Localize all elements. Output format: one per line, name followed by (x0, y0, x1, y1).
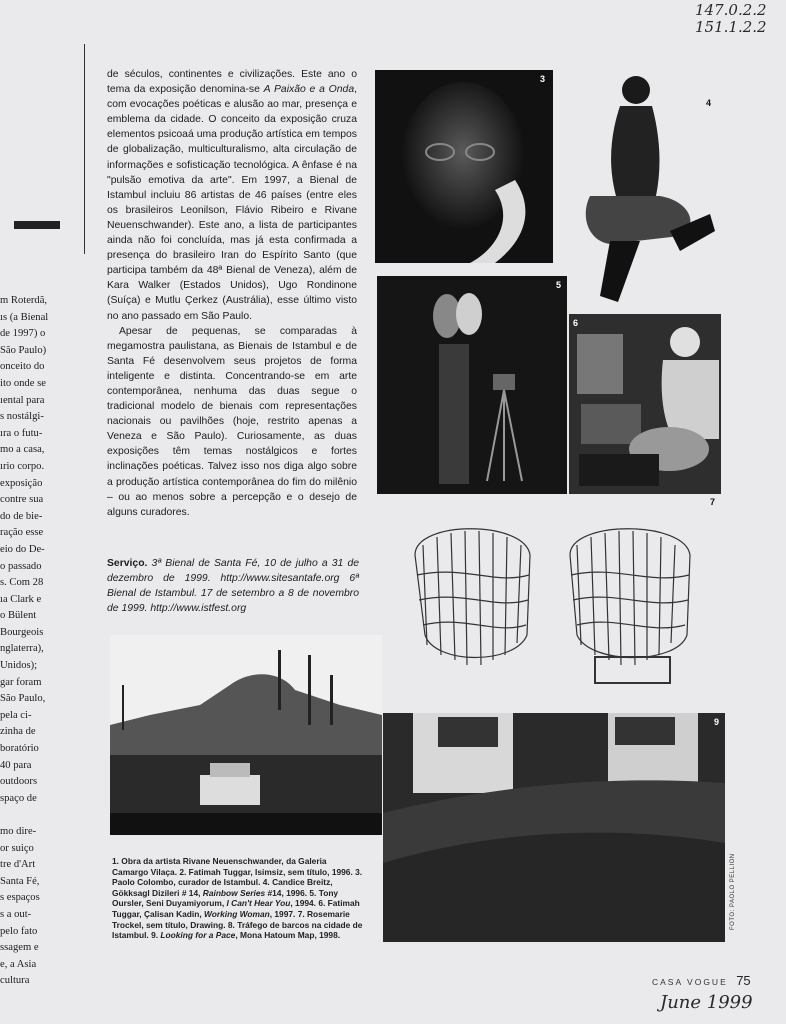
photo-working-woman (569, 314, 721, 494)
left-column-line: boratório (0, 743, 39, 755)
footer (652, 972, 751, 990)
photo-figure-boots (570, 66, 720, 312)
left-column-line: contre sua (0, 494, 44, 506)
left-column-line: exposição (0, 477, 43, 489)
left-column-line: mo a casa, (0, 444, 45, 456)
figure-illustration (570, 66, 720, 312)
text-run: #14, 1996. 5. Tony Oursler, Seni Duyamiyorum, (112, 887, 339, 909)
portrait-illustration (375, 70, 553, 263)
text-run: de séculos, continentes e civilizações. Este ano o tema da exposição denomina-se (107, 69, 357, 96)
italic-run: Looking for a Pace (160, 930, 236, 941)
left-column-line: mo dire- (0, 826, 37, 837)
left-column-line: pela ci- (0, 709, 32, 721)
left-margin-mark (14, 221, 60, 229)
left-column-line: eio do De- (0, 543, 45, 555)
left-column-line: cultura (0, 975, 30, 987)
text-run: , 1997. 7. Rosemarie Trockel, sem título, Drawing. 8. Tráfego de barcos na cidade de Istambul. 9. (112, 908, 363, 941)
left-column-line: gar foram (0, 676, 42, 688)
handwritten-code-1: 147.0.2.2 (695, 1, 767, 19)
photo-number-6: 6 (573, 318, 579, 328)
italic-run: A Paixão e a Onda (263, 84, 355, 96)
page-number: 75 (736, 973, 751, 988)
photo-curator-portrait (375, 70, 553, 263)
left-column-line: pelo fato (0, 925, 38, 937)
italic-run: I Can't Hear You (226, 898, 291, 909)
left-column-line: ıa Clark e (0, 593, 42, 605)
photo-caption (112, 856, 365, 941)
drawings-illustration (405, 515, 705, 695)
working-woman-illustration (569, 314, 721, 494)
left-column-line: s espaços (0, 892, 40, 904)
left-column-line: ıs (a Bienal (0, 311, 49, 323)
text-run: , 1994. 6. Fatimah Tuggar, Çalisan Kadin, (112, 898, 360, 919)
italic-run: Rainbow Series (202, 887, 266, 898)
left-column-line: tre d'Art (0, 859, 36, 871)
article-paragraph-2: Apesar de pequenas, se comparadas à megamostra paulistana, as Bienais de Istambul e de Santa Fé desenvolvem seus projetos de forma inteligente e distinta. Concentrando-se em arte contemporânea, nenhuma das duas segue o tradicional modelo de bienais com representações nacionais ou pavilhões (hoje, restrito apenas a Veneza e São Paulo). Curiosamente, as duas exposições têm temas nostálgicos e fortes inclinações poéticas. Talvez isso nos diga algo sobre a produção artística contemporânea do fim do milênio – ou ao menos sobre a percepção e o desejo de alguns curadores. (107, 325, 357, 518)
photo-number-3: 3 (539, 74, 545, 84)
left-column-divider (84, 44, 85, 254)
left-column-line: Unidos); (0, 660, 38, 672)
photo-number-9: 9 (713, 717, 719, 727)
handwritten-code-2: 151.1.2.2 (695, 18, 767, 36)
photo-number-4: 4 (706, 98, 712, 108)
left-column-line: Bourgeois (0, 626, 44, 638)
photo-credit: FOTO: PAOLO PELLION (730, 853, 736, 930)
left-column-line (0, 807, 66, 824)
photo-number-7: 7 (710, 497, 716, 507)
text-run: 1. Obra da artista Rivane Neuenschwander, da Galeria Camargo Vilaça. 2. Fatimah Tuggar, Isimsiz, sem título, 1996. 3. Paolo Colombo, curador de Istambul. 4. Candice Breitz, Gökksagl Dizileri # 14, (112, 856, 363, 898)
left-column-line: outdoors (0, 776, 38, 788)
left-column-line: ssagem e (0, 942, 39, 954)
installation-illustration (377, 276, 567, 494)
photo-drawings (405, 515, 705, 695)
handwritten-date: June 1999 (660, 992, 753, 1013)
left-column-line: or suiço (0, 842, 34, 854)
text-run: , Mona Hatoum Map, 1998. (235, 930, 341, 941)
magazine-name: CASA VOGUE (652, 977, 728, 987)
left-column-line: ito onde se (0, 377, 46, 389)
left-column-line: nglaterra), (0, 643, 44, 655)
photo-installation (377, 276, 567, 494)
left-column-line: s nostálgi- (0, 411, 44, 423)
left-column-line: ıental para (0, 394, 45, 406)
left-column-line: Santa Fé, (0, 875, 40, 887)
left-column-line: m Roterdã, (0, 295, 48, 306)
left-column-line: São Paulo) (0, 344, 47, 356)
service-info (107, 556, 359, 616)
istanbul-illustration (110, 635, 382, 835)
text-run: , com evocações poéticas e alusão ao mar, presença e emblema da cidade. O conceito da exposição cruza elementos psicoaá uma produção artística em tempos de globalização, multiculturalismo, alta circulação de informações e sofisticação tecnológica. A ênfase é na "pulsão emotiva da arte". Em 1997, a Bienal de Istambul incluiu 86 artistas de 46 países (entre eles os brasileiros Leonilson, Flávio Ribeiro e Rivane Neuenschwander). Este ano, a lista de participantes ainda não foi concluída, mas já esta confirmada a presença do brasileiro Iran do Espírito Santo (que participa também da 48ª Bienal de Veneza), além de Kara Walker (Estados Unidos), Ugo Rondinone (Suíça) e Mutlu Çerkez (Austrália), esse último visto no ano passado em São Paulo. (107, 84, 357, 322)
map-installation-illustration (383, 713, 725, 942)
photo-number-5: 5 (555, 280, 561, 290)
left-column-line: zinha de (0, 726, 36, 738)
left-column-fragments (0, 293, 66, 990)
left-column-line: o passado (0, 560, 42, 572)
left-column-line: ıra o futu- (0, 427, 43, 439)
photo-map-installation (383, 713, 725, 942)
photo-istanbul-boats (110, 635, 382, 835)
left-column-line: spaço de (0, 792, 37, 804)
left-column-line: onceito do (0, 361, 45, 373)
left-column-line: ração esse (0, 527, 44, 539)
left-column-line: São Paulo, (0, 693, 46, 705)
handwritten-codes (695, 2, 767, 36)
left-column-line: s a out- (0, 908, 32, 920)
left-column-line: ırio corpo. (0, 460, 45, 472)
left-column-line: e, a Asia (0, 958, 37, 970)
left-column-line: de 1997) o (0, 328, 46, 340)
service-text: 3ª Bienal de Santa Fé, 10 de julho a 31 de dezembro de 1999. http://www.sitesantafe.org 6ª Bienal de Istambul. 17 de setembro a 8 de novembro de 1999. http://www.istfest.org (107, 558, 359, 615)
article-body (107, 67, 357, 520)
left-column-line: o Bülent (0, 610, 37, 622)
article-paragraph-1 (107, 67, 357, 324)
service-label: Serviço. (107, 558, 148, 569)
left-column-line: do de bie- (0, 510, 43, 522)
italic-run: Working Woman (203, 908, 270, 919)
left-column-line: s. Com 28 (0, 577, 44, 589)
left-column-line: 40 para (0, 759, 32, 771)
